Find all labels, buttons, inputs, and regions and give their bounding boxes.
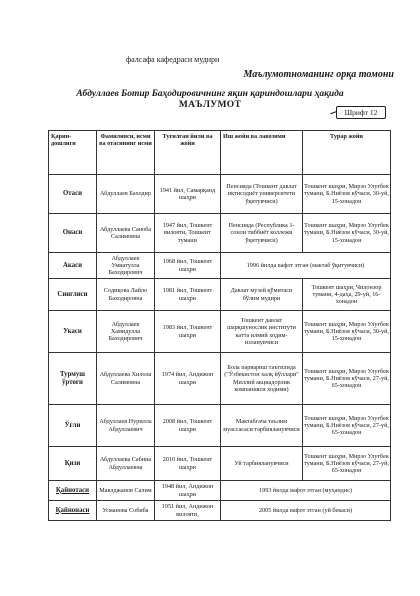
cell-work: Пенсияда (Тошкент давлат иқтисодиёт университети ўқитувчиси)	[221, 175, 303, 214]
cell-name: Содиқова Лайло Баходировна	[97, 279, 155, 311]
cell-name: Абдуллаев Баходир	[97, 175, 155, 214]
table-row	[49, 405, 391, 447]
cell-relation: Отаси	[49, 175, 97, 214]
col-header-name: Фамилияси, исми ва отасининг исми	[97, 131, 155, 175]
font-size-callout: Шрифт 12	[336, 106, 386, 119]
table-row	[49, 501, 391, 521]
table-row	[49, 253, 391, 279]
table-row	[49, 353, 391, 405]
cell-name: Абдуллаев Нурилла Абдуллаевич	[97, 405, 155, 447]
cell-birth: 2008 йил, Тошкент шаҳри	[155, 405, 221, 447]
cell-birth: 1974 йил, Андижон шаҳри	[155, 353, 221, 405]
cell-birth: 1947 йил, Тошкент вилояти, Тошкент тумани	[155, 214, 221, 253]
cell-relation: Онаси	[49, 214, 97, 253]
cell-birth: 1948 йил, Андижон шаҳри	[155, 481, 221, 501]
col-header-work: Иш жойи ва лавозими	[221, 131, 303, 175]
cell-birth: 1981 йил, Тошкент шаҳри	[155, 279, 221, 311]
cell-work: Давлат музей қўмитаси бўлим мудири	[221, 279, 303, 311]
table-row	[49, 447, 391, 481]
cell-work: Бола парвариш таътилида ("Ўзбекистон халқ йўллари" Миллий акциадорлик компанияси ходими)	[221, 353, 303, 405]
cell-work: Пенсияда (Республика 1-сонли тиббиёт коллежи ўқитувчиси)	[221, 214, 303, 253]
cell-status: 2005 йилда вафот этган (уй бекаси)	[221, 501, 391, 521]
cell-status: 1996 йилда вафот этган (мактаб ўқитувчиси)	[221, 253, 391, 279]
cell-address: Тошкент шаҳри, Мирзо Улуғбек тумани, Б.Ниёзов кўчаси, 30-уй, 15-хонадон	[303, 311, 391, 353]
cell-name: Абдуллаев Умиатулла Баходирович	[97, 253, 155, 279]
header-back-side: Маълумотноманинг орқа томони	[243, 69, 394, 80]
cell-relation: Акаси	[49, 253, 97, 279]
document-subtitle: МАЪЛУМОТ	[178, 100, 242, 110]
document-title: Абдуллаев Ботир Баҳодировичнинг яқин қариндошлари ҳақида	[76, 89, 344, 99]
cell-relation: Ўғли	[49, 405, 97, 447]
relatives-table	[48, 130, 391, 521]
cell-birth: 1968 йил, Тошкент шаҳри	[155, 253, 221, 279]
cell-address: Тошкент шаҳри, Мирзо Улуғбек тумани, Б.Ниёзов кўчаси, 27-уй, 65-хонадон	[303, 353, 391, 405]
cell-address: Тошкент шаҳри, Мирзо Улуғбек тумани, Б.Ниёзов кўчаси, 27-уй, 65-хонадон	[303, 447, 391, 481]
cell-work: Мактабгача таълим муассасаси тарбияланувчиси	[221, 405, 303, 447]
cell-relation: Турмуш ўртоғи	[49, 353, 97, 405]
cell-birth: 1951 йил, Андижон вилояти,	[155, 501, 221, 521]
cell-relation: Қайнонаси	[49, 501, 97, 521]
cell-address: Тошкент шаҳри, Мирзо Улуғбек тумани, Б.Ниёзов кўчаси, 30-уй, 15-хонадон	[303, 214, 391, 253]
table-header-row	[49, 131, 391, 175]
cell-name: Абдуллаева Хилола Салимовна	[97, 353, 155, 405]
header-position: фалсафа кафедраси мудири	[126, 55, 220, 64]
cell-birth: 2010 йил, Тошкент шаҳри	[155, 447, 221, 481]
cell-work: Уй тарбияланувчиси	[221, 447, 303, 481]
cell-relation: Қайнотаси	[49, 481, 97, 501]
cell-name: Абдуллаев Хамидулла Баходирович	[97, 311, 155, 353]
table-row	[49, 214, 391, 253]
table-row	[49, 279, 391, 311]
cell-address: Тошкент шаҳри, Мирзо Улуғбек тумани, Б.Ниёзов кўчаси, 30-уй, 15-хонадон	[303, 175, 391, 214]
col-header-address: Турар жойи	[303, 131, 391, 175]
cell-name: Абдуллаева Саноба Салимовна	[97, 214, 155, 253]
cell-relation: Укаси	[49, 311, 97, 353]
cell-name: Усманова Собиба	[97, 501, 155, 521]
cell-name: Абдуллаева Сабина Абдуллаевна	[97, 447, 155, 481]
table-row	[49, 481, 391, 501]
table-row	[49, 175, 391, 214]
cell-name: Мавлджанов Салим	[97, 481, 155, 501]
cell-work: Тошкент давлат шарқшунослик институти катта илмий ходим-изланувчиси	[221, 311, 303, 353]
cell-address: Тошкент шаҳри, Чилонзор тумани, 4-даҳа, 29-уй, 16-хонадон	[303, 279, 391, 311]
cell-birth: 1983 йил, Тошкент шаҳри	[155, 311, 221, 353]
cell-relation: Синглиси	[49, 279, 97, 311]
table-row	[49, 311, 391, 353]
col-header-relation: Қарин-дошлиги	[49, 131, 97, 175]
cell-status: 1993 йилда вафот этган (муҳандис)	[221, 481, 391, 501]
col-header-birth: Туғилган йили ва жойи	[155, 131, 221, 175]
cell-address: Тошкент шаҳри, Мирзо Улуғбек тумани, Б.Ниёзов кўчаси, 27-уй, 65-хонадон	[303, 405, 391, 447]
table-body	[49, 175, 391, 521]
cell-relation: Қизи	[49, 447, 97, 481]
cell-birth: 1941 йил, Самарқанд шаҳри	[155, 175, 221, 214]
